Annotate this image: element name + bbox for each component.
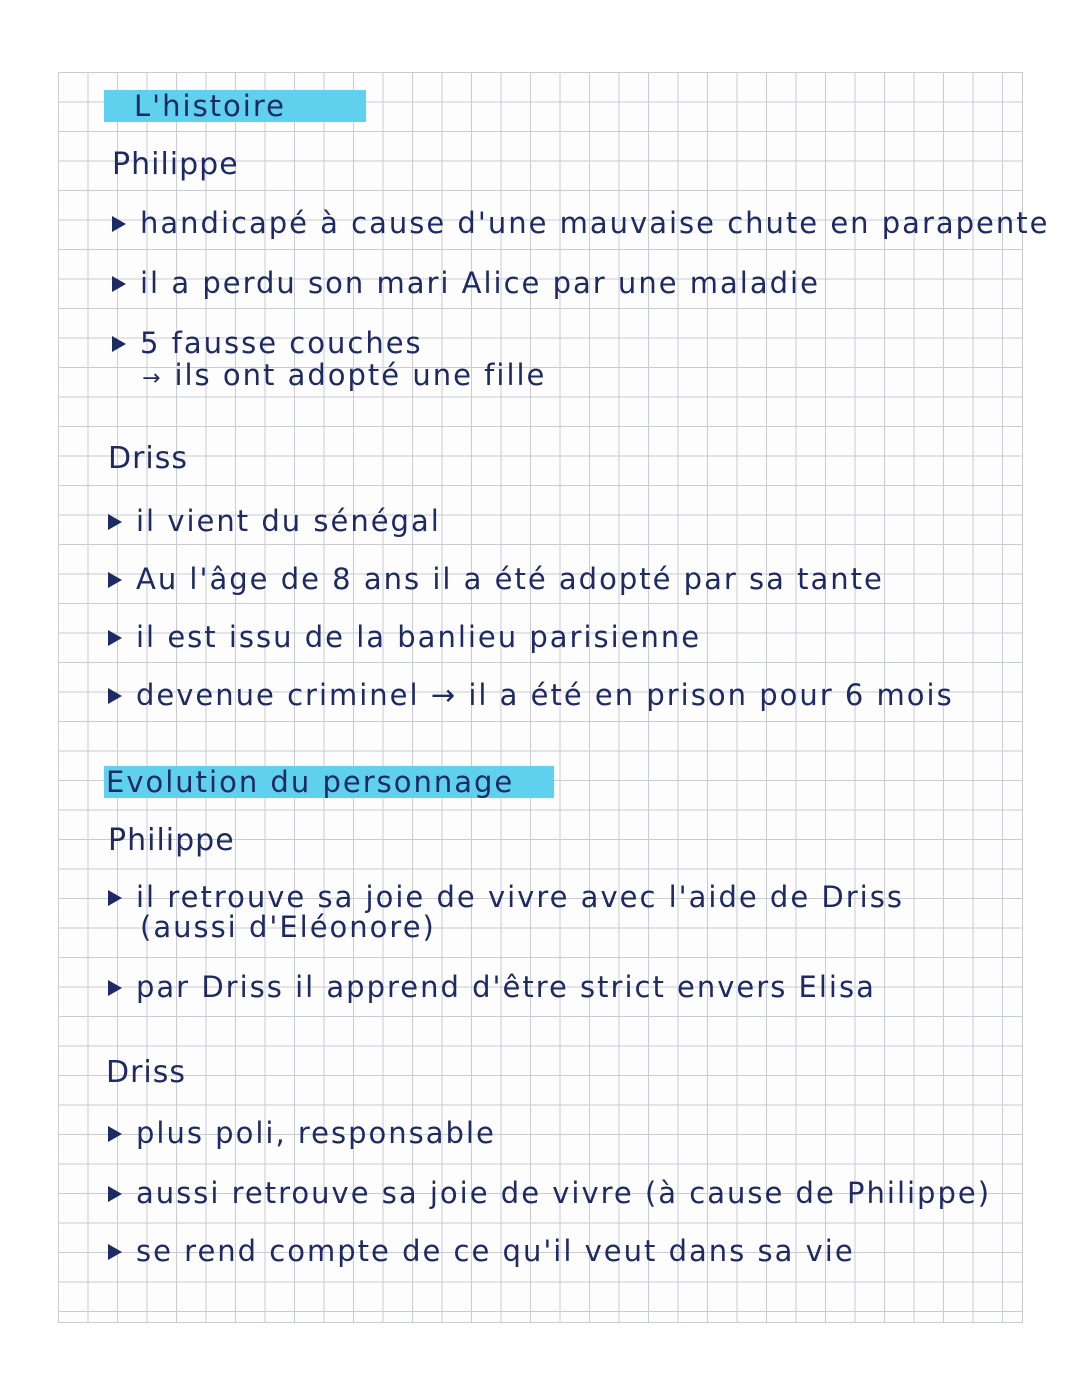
list-item: il a perdu son mari Alice par une maladie [112,266,820,300]
subheading-philippe: Philippe [108,823,235,858]
triangle-bullet-icon [112,216,126,232]
list-item: plus poli, responsable [108,1116,496,1150]
arrow-right-icon: → [142,366,163,391]
section-heading-evolution: Evolution du personnage [106,765,515,799]
triangle-bullet-icon [108,630,122,646]
list-item: il est issu de la banlieu parisienne [108,620,701,654]
triangle-bullet-icon [108,1186,122,1202]
triangle-bullet-icon [108,1244,122,1260]
sub-list-item: → ils ont adopté une fille [142,358,546,396]
subheading-driss: Driss [108,441,189,476]
list-item: par Driss il apprend d'être strict envers Elisa [108,970,876,1004]
list-item: aussi retrouve sa joie de vivre (à cause de Philippe) [108,1176,991,1210]
subheading-philippe: Philippe [112,147,239,182]
list-item-continuation: (aussi d'Eléonore) [140,910,436,944]
list-item: se rend compte de ce qu'il veut dans sa vie [108,1234,855,1268]
subheading-driss: Driss [106,1055,187,1090]
triangle-bullet-icon [108,572,122,588]
triangle-bullet-icon [108,980,122,996]
triangle-bullet-icon [108,890,122,906]
list-item: il vient du sénégal [108,504,441,538]
triangle-bullet-icon [108,1126,122,1142]
triangle-bullet-icon [112,276,126,292]
list-item: 5 fausse couches [112,326,423,360]
triangle-bullet-icon [108,514,122,530]
list-item: il retrouve sa joie de vivre avec l'aide de Driss [108,880,904,914]
list-item: handicapé à cause d'une mauvaise chute en parapente [112,206,1049,240]
list-item: devenue criminel → il a été en prison pour 6 mois [108,678,954,712]
triangle-bullet-icon [108,688,122,704]
list-item: Au l'âge de 8 ans il a été adopté par sa tante [108,562,884,596]
triangle-bullet-icon [112,336,126,352]
section-heading-histoire: L'histoire [134,89,286,123]
